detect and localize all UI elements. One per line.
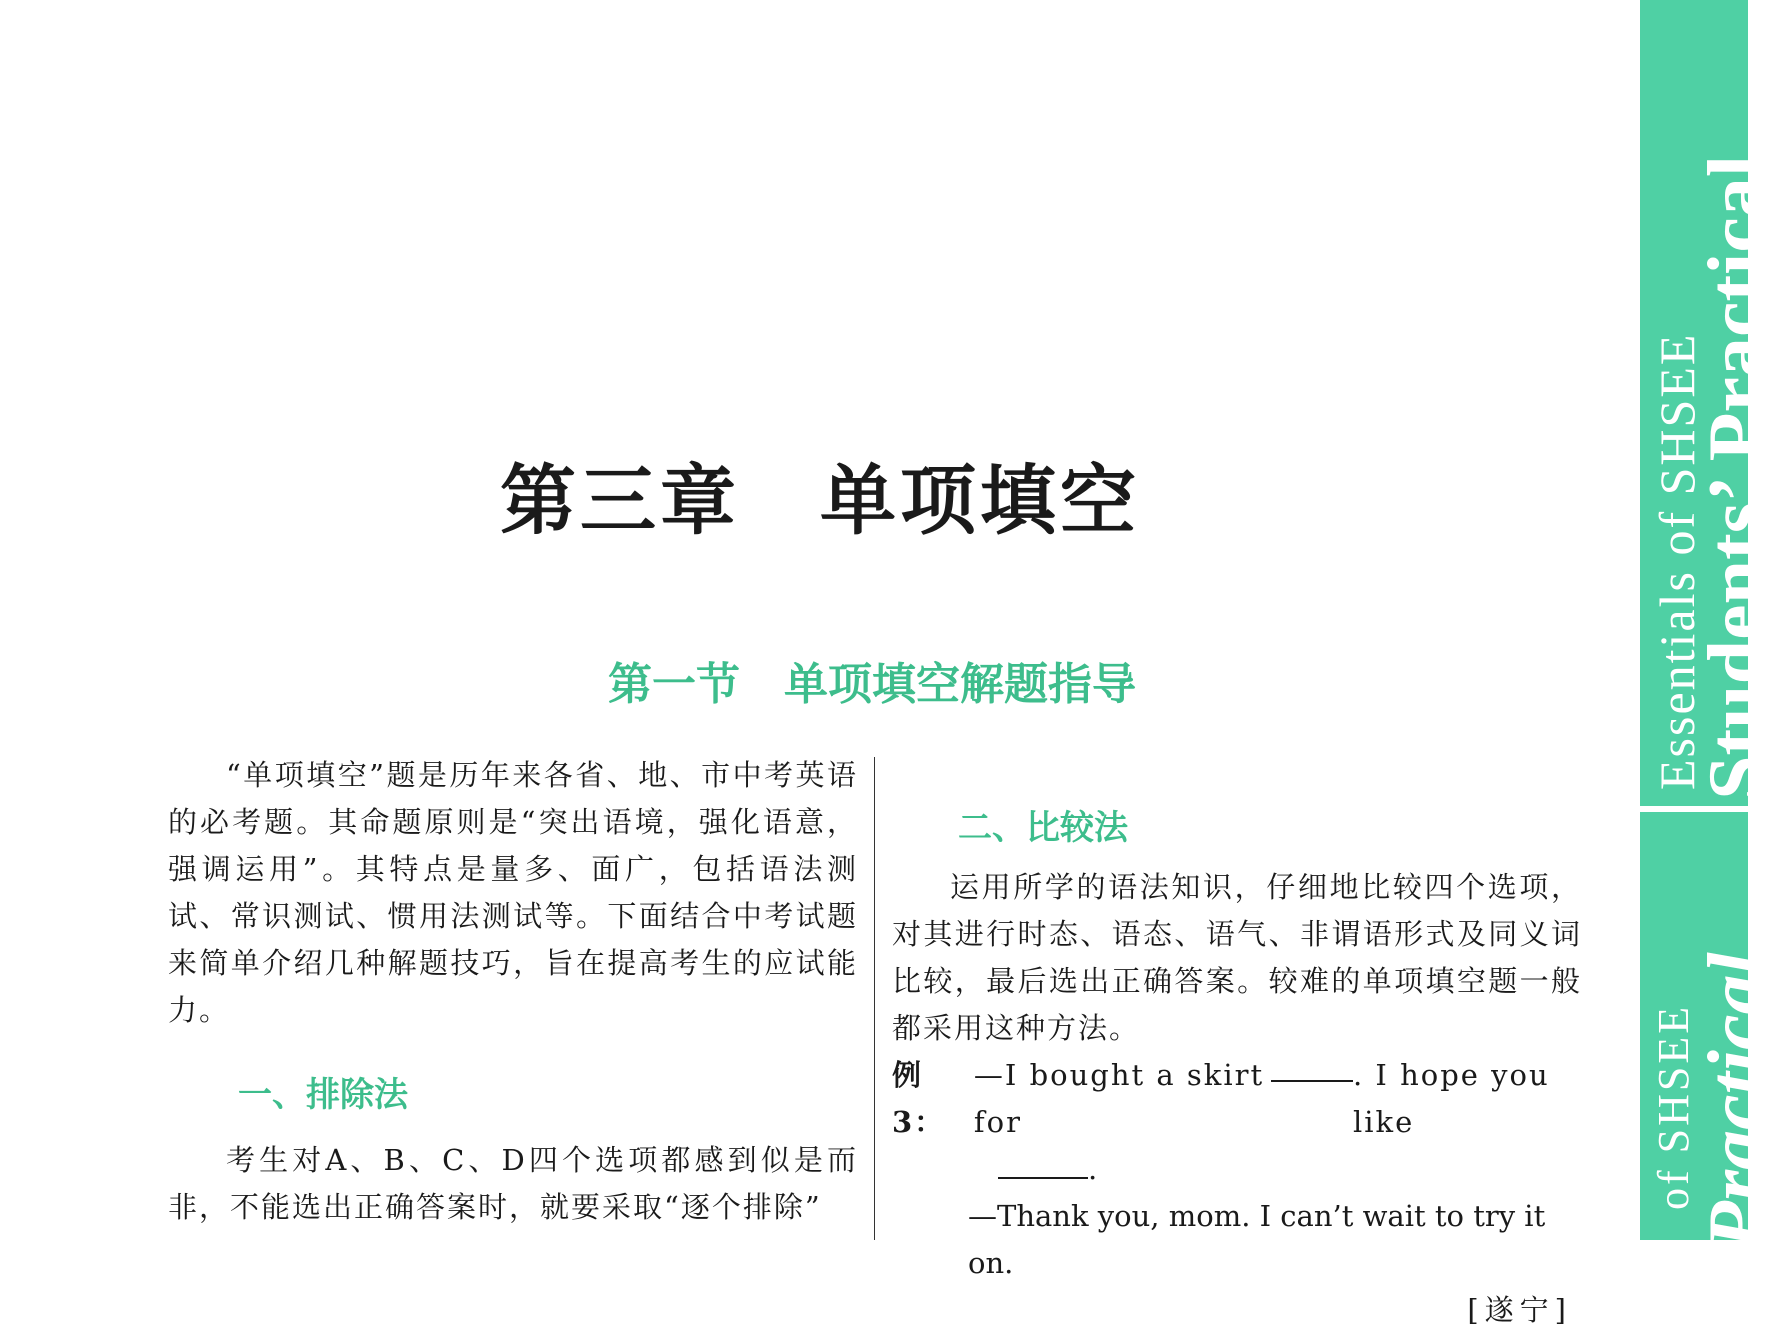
side-stripe bbox=[1640, 0, 1781, 1250]
example-answer-line: —Thank you, mom. I can’t wait to try it on. bbox=[968, 1199, 1546, 1280]
heading-elimination: 一、排除法 bbox=[238, 1075, 408, 1115]
left-column bbox=[168, 752, 858, 1224]
stripe-text-3: Essentials of SHSEE bbox=[1649, 332, 1705, 790]
answer-blank-1 bbox=[1271, 1052, 1353, 1082]
chapter-title: 第三章 单项填空 bbox=[500, 456, 1140, 545]
example-label: 例 3： bbox=[892, 1058, 946, 1139]
intro-paragraph: “单项填空”题是历年来各省、地、市中考英语的必考题。其命题原则是“突出语境，强化语意，强调运用”。其特点是量多、面广，包括语法测试、常识测试、惯用法测试等。下面结合中考试题来简单介绍几种解题技巧，旨在提高考生的应试能力。 bbox=[168, 758, 858, 1027]
example-blank-line: . bbox=[892, 1146, 1582, 1193]
stripe-text-1: of SHSEE bbox=[1649, 1003, 1698, 1210]
elimination-paragraph: 考生对A、B、C、D四个选项都感到似是而非，不能选出正确答案时，就要采取“逐个排除” bbox=[168, 1143, 858, 1224]
comparison-paragraph: 运用所学的语法知识，仔细地比较四个选项，对其进行时态、语态、语气、非谓语形式及同义词比较，最后选出正确答案。较难的单项填空题一般都采用这种方法。 bbox=[892, 870, 1582, 1045]
stripe-divider bbox=[1640, 806, 1748, 812]
section-title: 第一节 单项填空解题指导 bbox=[608, 659, 1136, 710]
example-question-line bbox=[892, 1052, 1582, 1146]
example-source: [遂宁] bbox=[1467, 1293, 1572, 1327]
example-3 bbox=[892, 1052, 1582, 1334]
heading-comparison: 二、比较法 bbox=[958, 808, 1128, 848]
column-divider bbox=[874, 757, 875, 1240]
stripe-text-2: Practical bbox=[1693, 952, 1781, 1250]
stripe-text-4: Students’ Practical bbox=[1693, 154, 1781, 800]
example-question-part2: . I hope you like bbox=[1352, 1058, 1550, 1139]
answer-blank-2 bbox=[998, 1149, 1088, 1179]
example-question-part1: —I bought a skirt for bbox=[973, 1058, 1265, 1139]
